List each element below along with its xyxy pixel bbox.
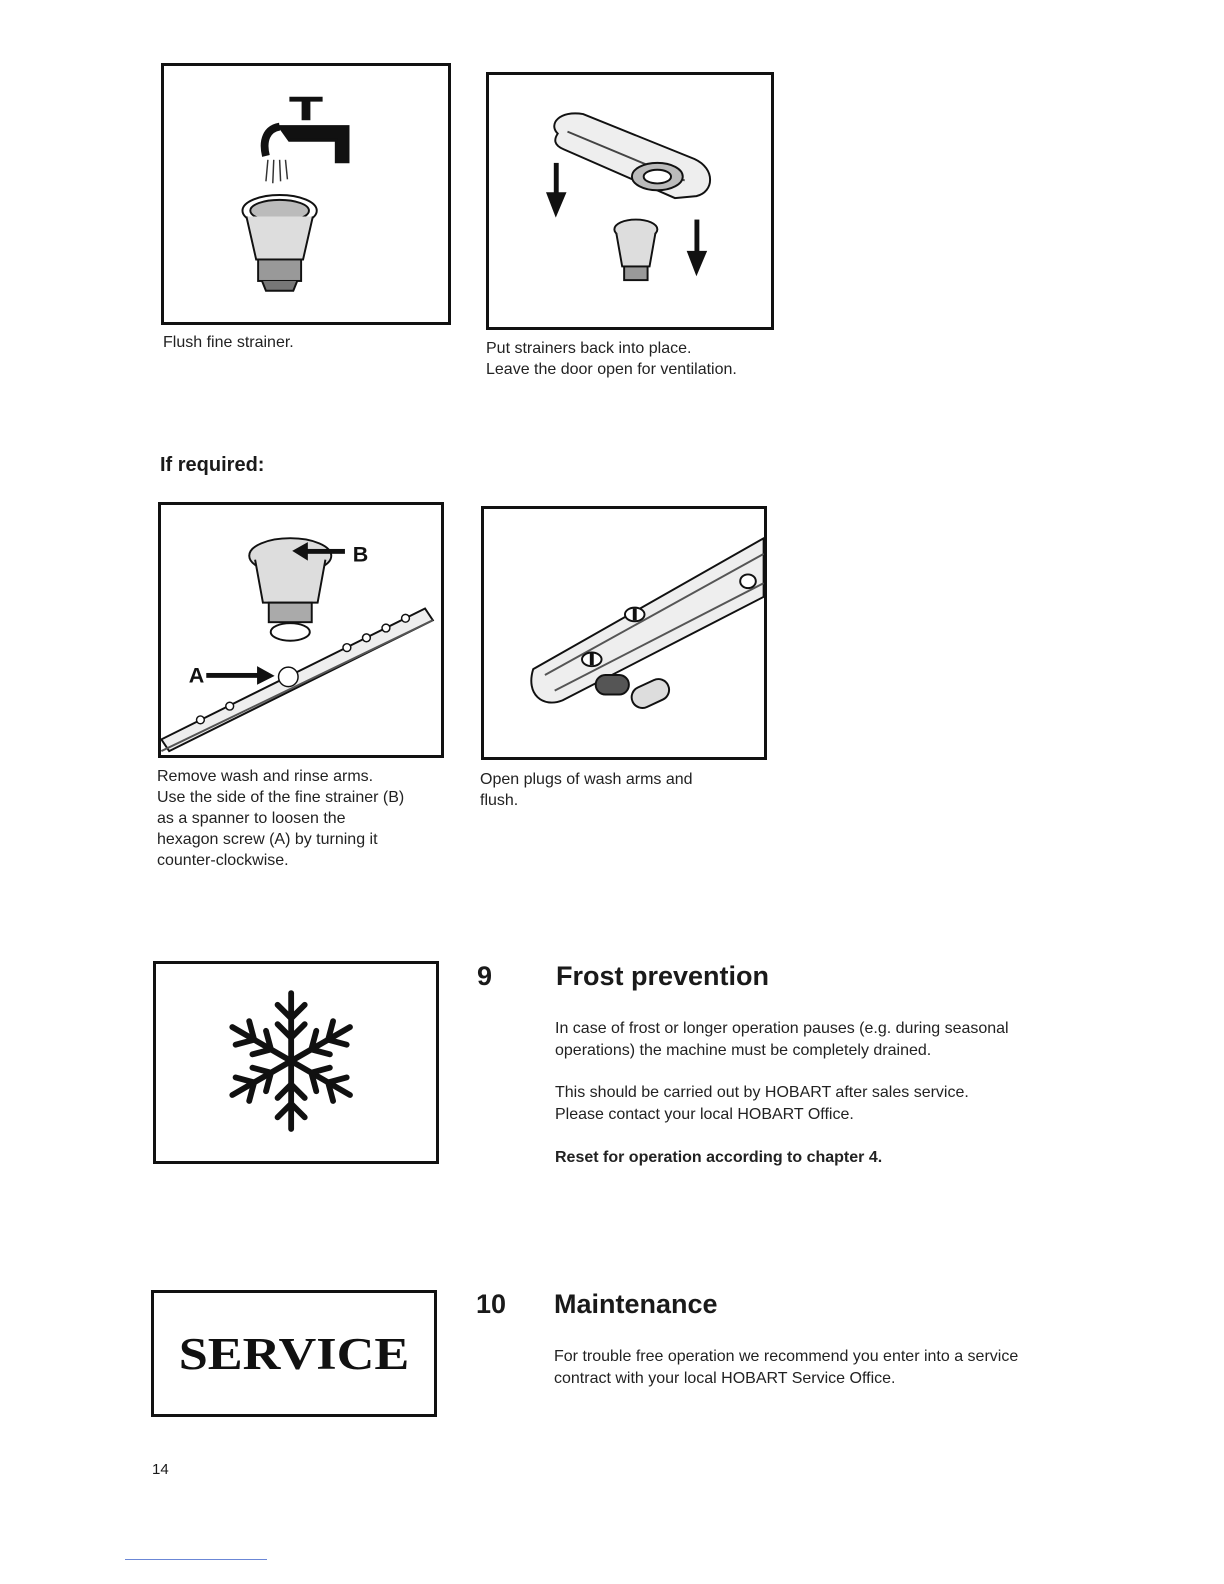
reset-note: Reset for operation according to chapter 4. — [555, 1149, 883, 1166]
paragraph-line: Please contact your local HOBART Office. — [555, 1106, 854, 1123]
figure-open-plugs — [481, 506, 767, 760]
caption-remove-arms — [157, 766, 404, 871]
caption-line: Flush fine strainer. — [163, 334, 294, 351]
figure-put-back — [486, 72, 774, 330]
service-logo — [154, 1293, 434, 1414]
figure-service-logo — [151, 1290, 437, 1417]
caption-line: flush. — [480, 792, 519, 809]
if-required-heading: If required: — [160, 454, 265, 476]
paragraph-line: For trouble free operation we recommend you enter into a service — [554, 1348, 1019, 1365]
figure-flush-strainer — [161, 63, 451, 325]
label-b: B — [352, 542, 369, 567]
strainer-insertion-illustration — [489, 75, 771, 327]
caption-put-back — [486, 338, 737, 380]
paragraph-line: contract with your local HOBART Service Office. — [554, 1370, 896, 1387]
paragraph-line: In case of frost or longer operation pauses (e.g. during seasonal — [555, 1020, 1009, 1037]
tap-and-strainer-illustration — [164, 66, 448, 322]
caption-line: Open plugs of wash arms and — [480, 771, 693, 788]
section-number: 10 — [476, 1289, 507, 1319]
page-number: 14 — [152, 1461, 169, 1478]
label-a: A — [188, 663, 205, 688]
figure-frost — [153, 961, 439, 1164]
caption-line: counter-clockwise. — [157, 852, 289, 869]
caption-line: hexagon screw (A) by turning it — [157, 831, 378, 848]
section-paragraph — [555, 1082, 969, 1126]
caption-line: as a spanner to loosen the — [157, 810, 346, 827]
service-logo-text: SERVICE — [178, 1328, 410, 1380]
wash-arm-removal-illustration — [161, 505, 441, 755]
caption-line: Put strainers back into place. — [486, 340, 692, 357]
figure-remove-arms — [158, 502, 444, 758]
wash-arm-plugs-illustration — [484, 509, 764, 757]
snowflake-icon — [156, 964, 436, 1161]
caption-open-plugs — [480, 769, 693, 811]
caption-line: Use the side of the fine strainer (B) — [157, 789, 405, 806]
section-title: Maintenance — [554, 1289, 718, 1319]
paragraph-line: operations) the machine must be completely drained. — [555, 1042, 932, 1059]
caption-flush-strainer — [163, 332, 294, 353]
section-paragraph — [554, 1346, 1018, 1390]
section-title: Frost prevention — [556, 961, 770, 991]
caption-line: Remove wash and rinse arms. — [157, 768, 374, 785]
section-paragraph — [555, 1018, 1009, 1062]
paragraph-line: This should be carried out by HOBART after sales service. — [555, 1084, 969, 1101]
section-number: 9 — [477, 961, 493, 991]
caption-line: Leave the door open for ventilation. — [486, 361, 737, 378]
footer-rule — [125, 1559, 267, 1560]
